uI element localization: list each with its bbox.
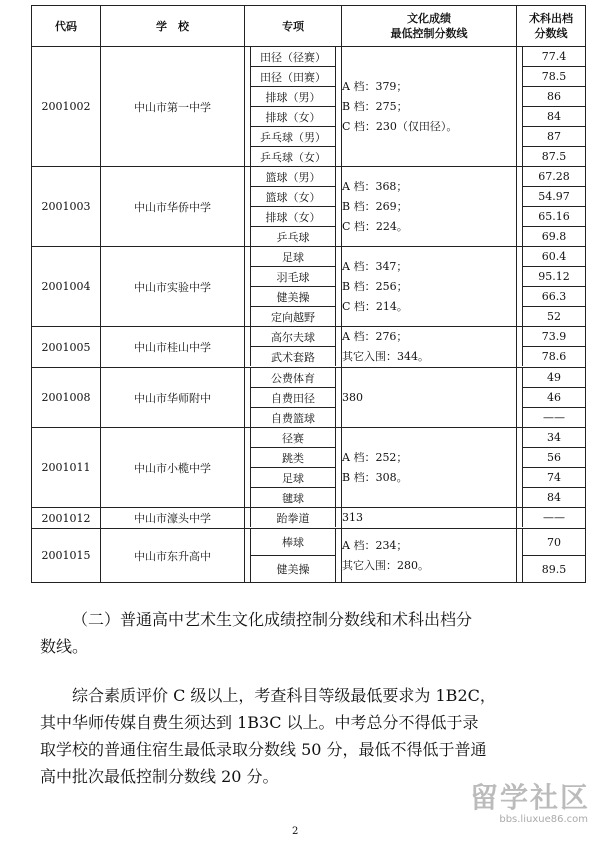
culture-score-cell: [342, 327, 517, 368]
table-row: [32, 428, 586, 508]
header-art: [517, 6, 586, 47]
art-score-item: 65.16: [523, 207, 586, 227]
art-score-item: ——: [523, 408, 586, 428]
subject-item: 排球（男）: [251, 87, 336, 107]
page-number: 2: [292, 826, 299, 837]
culture-score-line: 313: [342, 511, 363, 524]
header-culture-line2: 最低控制分数线: [390, 27, 468, 40]
art-score-cell: [517, 247, 586, 327]
subject-item: 排球（女）: [251, 107, 336, 127]
culture-score-line: C 档：214。: [342, 299, 408, 313]
art-score-item: 67.28: [523, 167, 586, 187]
subject-list-cell: [245, 368, 342, 428]
header-school: 学 校: [101, 6, 245, 47]
art-score-item: 87: [523, 127, 586, 147]
art-score-item: 69.8: [523, 227, 586, 247]
art-score-item: 77.4: [523, 47, 586, 67]
subject-item: 篮球（女）: [251, 187, 336, 207]
subject-item: 高尔夫球: [251, 327, 336, 347]
art-score-item: 56: [523, 448, 586, 468]
table-row: [32, 167, 586, 247]
section-heading-line: 数线。: [40, 637, 89, 656]
subject-list-cell: [245, 529, 342, 583]
art-score-item: 86: [523, 87, 586, 107]
art-score-item: ——: [523, 508, 586, 527]
subject-item: 跳类: [251, 448, 336, 468]
subject-list-cell: [245, 247, 342, 327]
art-score-item: 70: [523, 529, 586, 556]
art-score-item: 87.5: [523, 147, 586, 167]
subject-list-cell: [245, 428, 342, 508]
subject-item: 定向越野: [251, 307, 336, 327]
art-score-cell: [517, 368, 586, 428]
subject-item: 排球（女）: [251, 207, 336, 227]
culture-score-line: A 档：347；: [342, 259, 408, 273]
school-name-cell: 中山市小榄中学: [101, 428, 245, 508]
school-name-cell: 中山市第一中学: [101, 47, 245, 167]
culture-score-line: B 档：308。: [342, 470, 408, 484]
subject-item: 乒乓球（女）: [251, 147, 336, 167]
section-heading-line: （二）普通高中艺术生文化成绩控制分数线和术科出档分: [72, 610, 473, 629]
art-score-item: 84: [523, 488, 586, 508]
table-row: [32, 247, 586, 327]
table-row: [32, 47, 586, 167]
school-name-cell: 中山市华侨中学: [101, 167, 245, 247]
subject-item: 篮球（男）: [251, 167, 336, 187]
watermark-url: bbs.liuxue86.com: [499, 814, 588, 825]
art-score-item: 78.5: [523, 67, 586, 87]
header-art-line1: 术科出档: [529, 12, 573, 25]
art-score-item: 78.6: [523, 347, 586, 367]
subject-item: 自费田径: [251, 388, 336, 408]
subject-item: 毽球: [251, 488, 336, 508]
subject-item: 乒乓球: [251, 227, 336, 247]
body-line: 取学校的普通住宿生最低录取分数线 50 分，最低不得低于普通: [40, 740, 487, 759]
school-name-cell: 中山市濠头中学: [101, 508, 245, 529]
school-code-cell: 2001008: [32, 368, 101, 428]
art-score-item: 73.9: [523, 327, 586, 347]
table-header-row: [32, 6, 586, 47]
culture-score-cell: [342, 167, 517, 247]
header-subject: 专项: [245, 6, 342, 47]
school-code-cell: 2001002: [32, 47, 101, 167]
culture-score-line: A 档：379；: [342, 79, 408, 93]
school-name-cell: 中山市实验中学: [101, 247, 245, 327]
culture-score-line: B 档：256；: [342, 279, 408, 293]
culture-score-line: B 档：275；: [342, 99, 408, 113]
art-score-item: 54.97: [523, 187, 586, 207]
art-score-cell: [517, 428, 586, 508]
school-code-cell: 2001012: [32, 508, 101, 529]
subject-list-cell: [245, 327, 342, 368]
culture-score-cell: [342, 247, 517, 327]
table-row: [32, 508, 586, 529]
culture-score-line: 380: [342, 390, 363, 404]
body-paragraph: [40, 682, 564, 790]
body-line: 高中批次最低控制分数线 20 分。: [40, 767, 279, 786]
culture-score-cell: [342, 47, 517, 167]
culture-score-cell: [342, 508, 517, 529]
header-art-line2: 分数线: [534, 27, 568, 40]
culture-score-cell: [342, 368, 517, 428]
culture-score-line: A 档：234；: [342, 538, 408, 552]
art-score-item: 95.12: [523, 267, 586, 287]
art-score-item: 66.3: [523, 287, 586, 307]
school-name-cell: 中山市东升高中: [101, 529, 245, 583]
subject-item: 足球: [251, 247, 336, 267]
subject-item: 田径（径赛）: [251, 47, 336, 67]
school-code-cell: 2001003: [32, 167, 101, 247]
subject-item: 武术套路: [251, 347, 336, 367]
subject-item: 自费篮球: [251, 408, 336, 428]
watermark: [440, 776, 590, 836]
art-score-cell: [517, 167, 586, 247]
culture-score-line: C 档：224。: [342, 219, 408, 233]
school-name-cell: 中山市桂山中学: [101, 327, 245, 368]
culture-score-cell: [342, 529, 517, 583]
culture-score-line: C 档：230（仅田径）。: [342, 119, 458, 133]
subject-item: 健美操: [251, 287, 336, 307]
art-score-item: 34: [523, 428, 586, 448]
culture-score-line: A 档：368；: [342, 179, 408, 193]
subject-list-cell: [245, 47, 342, 167]
culture-score-line: A 档：276；: [342, 330, 408, 343]
subject-item: 乒乓球（男）: [251, 127, 336, 147]
art-score-item: 84: [523, 107, 586, 127]
table-body: [32, 47, 586, 583]
culture-score-line: A 档：252；: [342, 450, 408, 464]
culture-score-cell: [342, 428, 517, 508]
art-score-item: 49: [523, 368, 586, 388]
subject-item: 羽毛球: [251, 267, 336, 287]
culture-score-line: 其它入围：344。: [342, 350, 429, 363]
art-score-cell: [517, 327, 586, 368]
school-code-cell: 2001005: [32, 327, 101, 368]
body-line: 其中华师传媒自费生须达到 1B3C 以上。中考总分不得低于录: [40, 713, 479, 732]
table-row: [32, 368, 586, 428]
art-score-item: 60.4: [523, 247, 586, 267]
subject-item: 径赛: [251, 428, 336, 448]
art-score-item: 74: [523, 468, 586, 488]
art-score-cell: [517, 529, 586, 583]
body-line: 综合素质评价 C 级以上，考查科目等级最低要求为 1B2C，: [72, 686, 496, 705]
header-culture-line1: 文化成绩: [407, 12, 451, 25]
school-code-cell: 2001011: [32, 428, 101, 508]
table-row: [32, 327, 586, 368]
art-score-item: 89.5: [523, 556, 586, 583]
subject-item: 公费体育: [251, 368, 336, 388]
subject-item: 田径（田赛）: [251, 67, 336, 87]
school-name-cell: 中山市华师附中: [101, 368, 245, 428]
culture-score-line: B 档：269；: [342, 199, 408, 213]
subject-item: 健美操: [251, 556, 336, 583]
art-score-cell: [517, 508, 586, 529]
culture-score-line: 其它入围：280。: [342, 558, 429, 572]
school-code-cell: 2001004: [32, 247, 101, 327]
admission-score-table: [31, 5, 586, 583]
subject-item: 足球: [251, 468, 336, 488]
subject-item: 棒球: [251, 529, 336, 556]
header-code: 代码: [32, 6, 101, 47]
art-score-item: 52: [523, 307, 586, 327]
subject-list-cell: [245, 167, 342, 247]
section-heading: [40, 606, 564, 660]
art-score-item: 46: [523, 388, 586, 408]
subject-item: 跆拳道: [251, 508, 336, 527]
school-code-cell: 2001015: [32, 529, 101, 583]
watermark-logo: 留学社区: [469, 781, 590, 814]
art-score-cell: [517, 47, 586, 167]
header-culture: [342, 6, 517, 47]
subject-list-cell: [245, 508, 342, 529]
table-row: [32, 529, 586, 583]
